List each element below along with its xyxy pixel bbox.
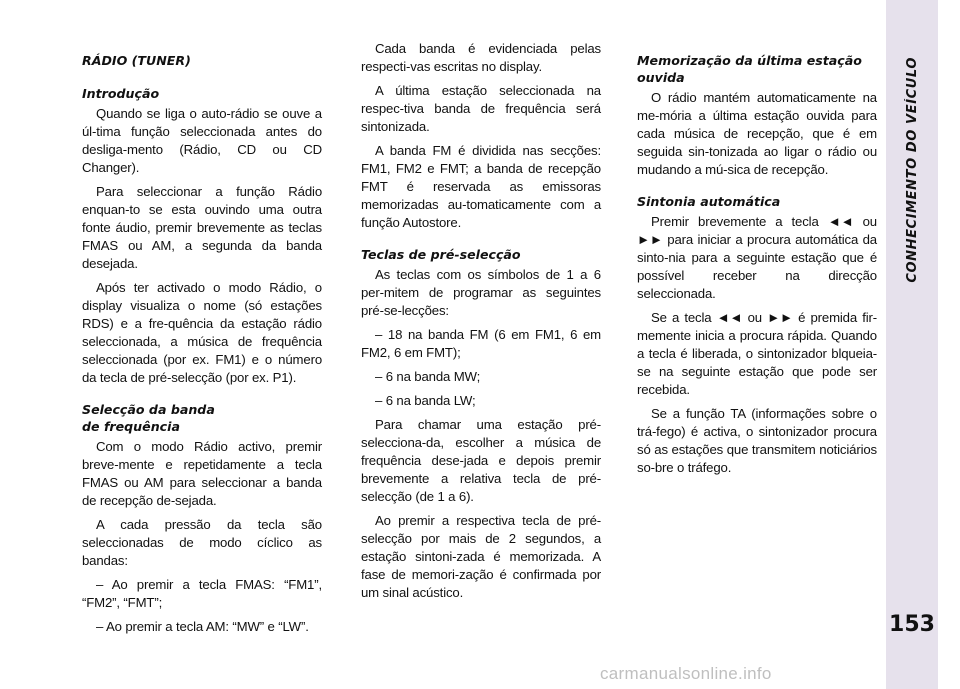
paragraph: O rádio mantém automaticamente na me-mória a última estação ouvida para cada música de recepção, que é em seguida sin-tonizada ao ligar o rádio ou mudando a mú-sica de recepção. [637, 90, 877, 177]
section-title: CONHECIMENTO DO VEÍCULO [904, 57, 920, 283]
heading-introducao: Introdução [82, 86, 160, 101]
heading-preset-keys: Teclas de pré-selecção [361, 247, 521, 262]
column-3 [637, 52, 877, 483]
list-item: – Ao premir a tecla FMAS: “FM1”, “FM2”, “FMT”; [82, 577, 322, 610]
list-item: – Ao premir a tecla AM: “MW” e “LW”. [96, 619, 309, 634]
list-item: – 6 na banda LW; [375, 393, 476, 408]
paragraph: Com o modo Rádio activo, premir breve-mente e repetidamente a tecla FMAS ou AM para seleccionar a banda de recepção de-sejada. [82, 439, 322, 508]
paragraph: Se a função TA (informações sobre o trá-fego) é activa, o sintonizador procura só as estações que transmitem noticiários so-bre o tráfego. [637, 406, 877, 475]
heading-band-line2: de frequência [82, 419, 180, 434]
heading-band-line1: Selecção da banda [82, 402, 215, 417]
list-item: – 6 na banda MW; [375, 369, 481, 384]
paragraph: Para seleccionar a função Rádio enquan-to se esta ouvindo uma outra fonte áudio, premir brevemente as teclas FMAS ou AM, a segunda da banda desejada. [82, 184, 322, 271]
chapter-title: RÁDIO (TUNER) [82, 53, 191, 68]
column-1 [82, 52, 322, 642]
paragraph: A cada pressão da tecla são seleccionadas de modo cíclico as bandas: [82, 517, 322, 568]
heading-auto-tuning: Sintonia automática [637, 194, 781, 209]
paragraph: A banda FM é dividida nas secções: FM1, FM2 e FMT; a banda de recepção FMT é reservada as emissoras memorizadas au-tomaticamente com a função Autostore. [361, 143, 601, 230]
paragraph: As teclas com os símbolos de 1 a 6 per-mitem de programar as seguintes pré-se-lecções: [361, 267, 601, 318]
watermark: carmanualsonline.info [600, 664, 772, 683]
list-item: – 18 na banda FM (6 em FM1, 6 em FM2, 6 em FMT); [361, 327, 601, 360]
heading-memory-line2: ouvida [637, 70, 685, 85]
paragraph: Cada banda é evidenciada pelas respecti-vas escritas no display. [361, 41, 601, 74]
page-number: 153 [889, 612, 935, 637]
paragraph: A última estação seleccionada na respec-tiva banda de frequência será sintonizada. [361, 83, 601, 134]
paragraph: Após ter activado o modo Rádio, o display visualiza o nome (só estações RDS) e a fre-quência da estação rádio seleccionada, a música de frequência seleccionada (por ex. FM1) e o número da tecla de pré-selecção (por ex. P1). [82, 280, 322, 385]
paragraph: Para chamar uma estação pré-selecciona-da, escolher a música de frequência dese-jada e depois premir brevemente a relativa tecla de pré-selecção (de 1 a 6). [361, 417, 601, 504]
heading-memory-line1: Memorização da última estação [637, 53, 862, 68]
paragraph: Se a tecla ◄◄ ou ►► é premida fir-memente inicia a procura rápida. Quando a tecla é liberada, o sintonizador blqueia-se na seguinte estação que pode ser recebida. [637, 310, 877, 397]
sidebar-title-wrap [886, 20, 938, 320]
paragraph: Ao premir a respectiva tecla de pré-selecção por mais de 2 segundos, a estação sintoni-zada é memorizada. A fase de memori-zação é confirmada por um sinal acústico. [361, 513, 601, 600]
paragraph: Premir brevemente a tecla ◄◄ ou ►► para iniciar a procura automática da sinto-nia para a seguinte estação que é possível receber na direcção seleccionada. [637, 214, 877, 301]
column-2 [361, 40, 601, 608]
paragraph: Quando se liga o auto-rádio se ouve a úl-tima função seleccionada antes do desliga-mento (Rádio, CD ou CD Changer). [82, 106, 322, 175]
